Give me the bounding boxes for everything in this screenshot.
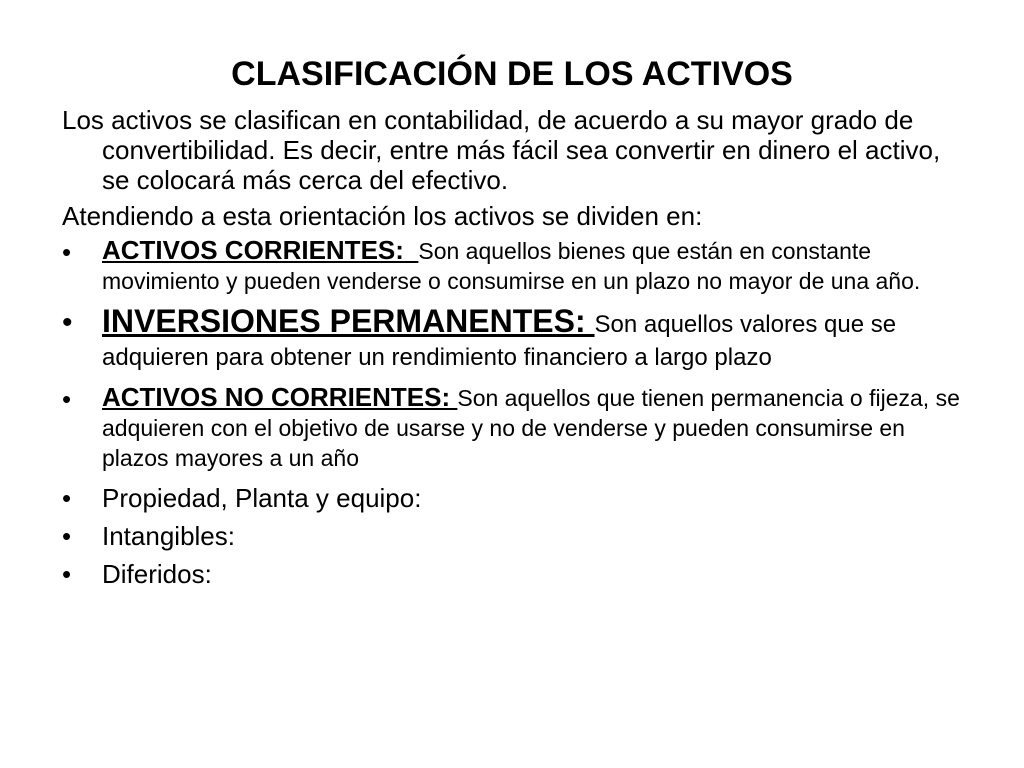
bullet-text <box>102 384 972 475</box>
bullet-diferidos <box>62 559 972 589</box>
slide-title: CLASIFICACIÓN DE LOS ACTIVOS <box>231 55 793 93</box>
bullet-description: Son aquellos que tienen permanencia o fijeza, se adquieren con el objetivo de usarse y no de venderse y pueden consumirse en plazos mayores a un año <box>102 385 960 471</box>
bullet-text: Intangibles: <box>102 521 235 551</box>
bullet-description: Son aquellos valores que se adquieren para obtener un rendimiento financiero a largo plazo <box>102 311 897 371</box>
bullet-text: Propiedad, Planta y equipo: <box>102 483 422 513</box>
bullet-propiedad-planta-equipo <box>62 483 972 513</box>
slide-body <box>62 105 972 597</box>
intro-paragraph-2: Atendiendo a esta orientación los activos se dividen en: <box>62 201 703 231</box>
bullet-activos-corrientes <box>62 237 972 298</box>
bullet-term: ACTIVOS NO CORRIENTES: <box>102 382 458 412</box>
bullet-dot-icon: • <box>62 237 72 267</box>
bullet-description: Son aquellos bienes que están en constante movimiento y pueden venderse o consumirse en un plazo no mayor de una año. <box>102 238 921 294</box>
bullet-intangibles <box>62 521 972 551</box>
bullet-dot-icon: • <box>62 483 72 513</box>
bullet-dot-icon: • <box>62 384 72 414</box>
bullet-text: Diferidos: <box>102 559 212 589</box>
bullet-text <box>102 237 972 298</box>
bullet-term: ACTIVOS CORRIENTES: <box>102 235 419 265</box>
bullet-dot-icon: • <box>62 306 73 339</box>
bullet-dot-icon: • <box>62 559 72 589</box>
bullet-inversiones-permanentes <box>62 303 972 376</box>
bullet-term: INVERSIONES PERMANENTES: <box>102 303 595 339</box>
bullet-dot-icon: • <box>62 521 72 551</box>
intro-paragraph: Los activos se clasifican en contabilidad, de acuerdo a su mayor grado de convertibilidad. Es decir, entre más fácil sea convertir en dinero el activo, se colocará más cerca del efectivo. <box>62 105 941 195</box>
bullet-text <box>102 303 972 376</box>
bullet-activos-no-corrientes <box>62 384 972 475</box>
